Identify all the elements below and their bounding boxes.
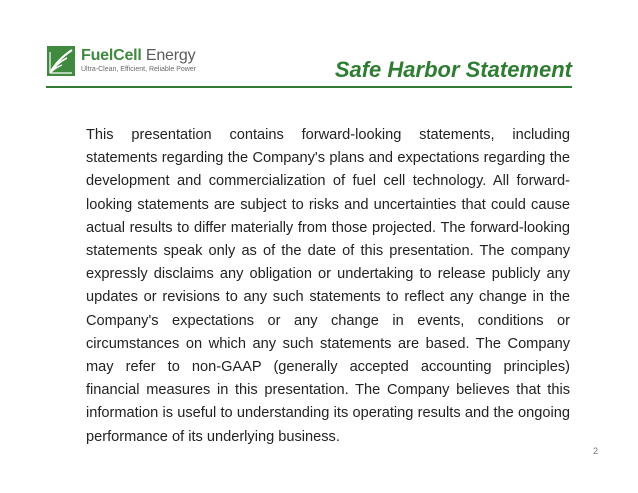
- page-number: 2: [592, 446, 598, 456]
- safe-harbor-paragraph: This presentation contains forward-looking statements, including statements regarding the Company's plans and expectations regarding the development and commercialization of fuel cell technology. All forward-looking statements are subject to risks and uncertainties that could cause actual results to differ materially from those projected. The forward-looking statements speak only as of the date of this presentation. The company expressly disclaims any obligation or undertaking to release publicly any updates or revisions to any such statements to reflect any change in the Company's expectations or any change in events, conditions or circumstances on which any such statements are based. The Company may refer to non-GAAP (generally accepted accounting principles) financial measures in this presentation. The Company believes that this information is useful to understanding its operating results and the ongoing performance of its underlying business.: [86, 127, 570, 445]
- slide-title: Safe Harbor Statement: [334, 57, 572, 82]
- fuelcell-leaf-logo-icon: [47, 46, 75, 76]
- title-divider: [46, 86, 572, 88]
- company-logo: [47, 46, 207, 80]
- logo-name-strong: FuelCell: [81, 47, 142, 64]
- logo-wordmark: [81, 47, 195, 65]
- logo-name-light: Energy: [141, 47, 196, 64]
- logo-tagline: Ultra-Clean, Efficient, Reliable Power: [81, 66, 197, 73]
